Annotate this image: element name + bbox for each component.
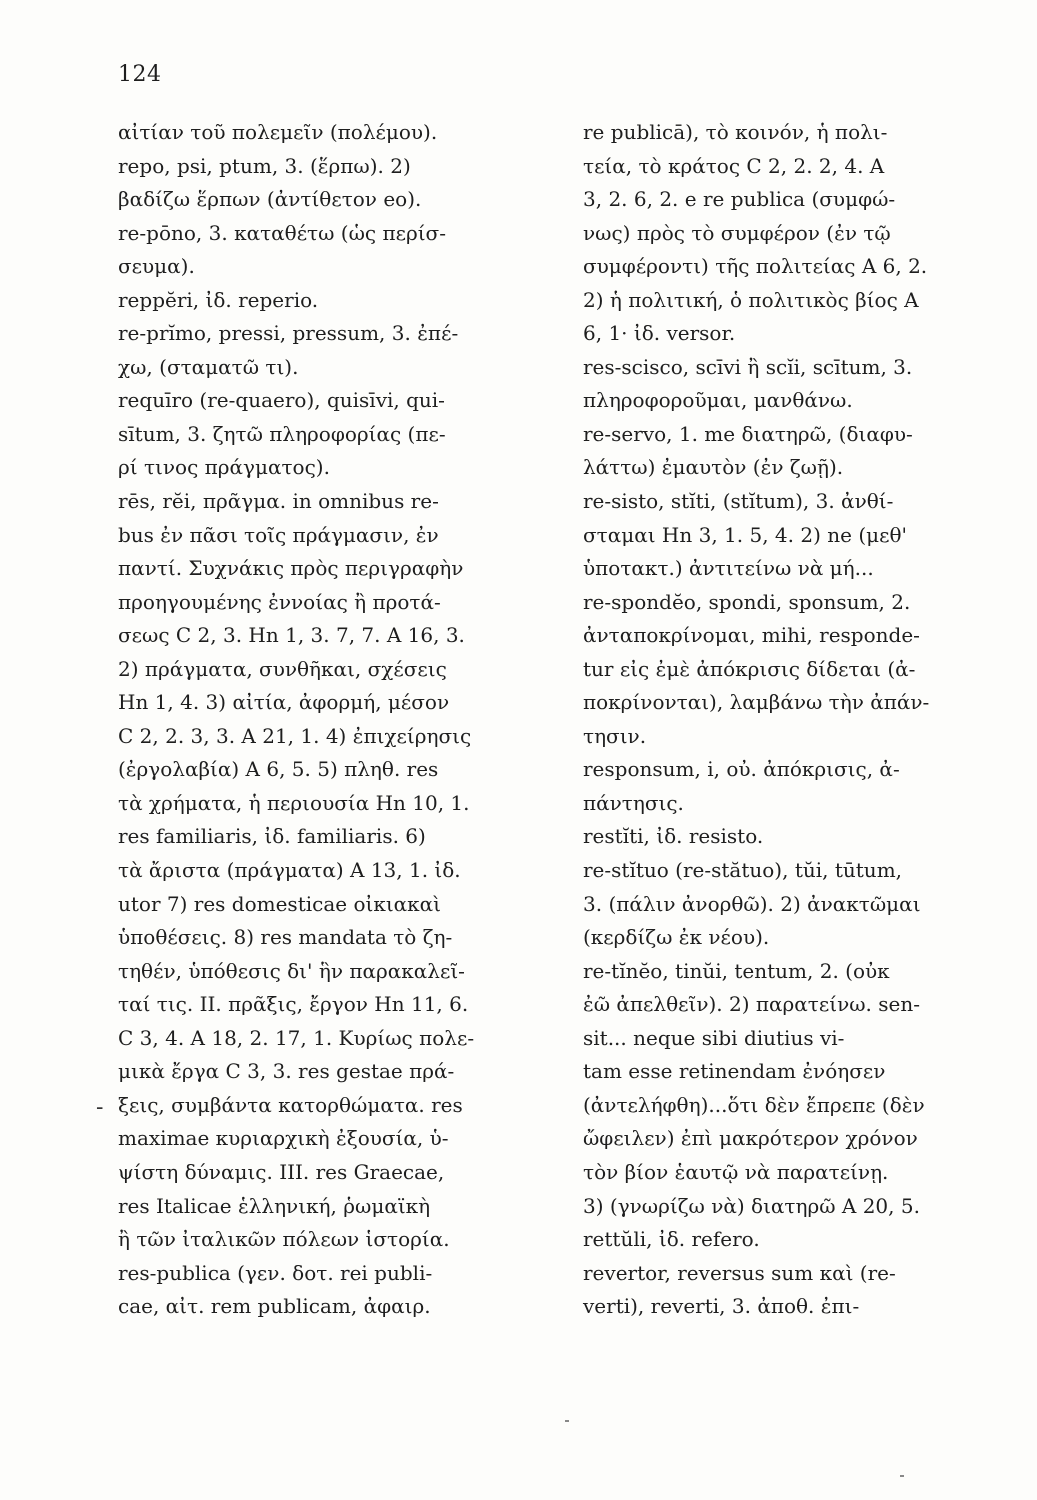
text-line: ξεις, συμβάντα κατορθώματα. res: [118, 1092, 463, 1117]
text-line: ἀνταποκρίνομαι, mihi, responde-: [583, 623, 920, 648]
text-line: προηγουμένης ἐννοίας ἢ προτά-: [118, 589, 441, 614]
text-line: restĭti, ἰδ. resisto.: [583, 824, 764, 849]
text-line: re-prĭmo, pressi, pressum, 3. ἐπέ-: [118, 321, 459, 346]
text-line: (κερδίζω ἐκ νέου).: [583, 925, 770, 950]
text-line: utor 7) res domesticae οἰκιακαὶ: [118, 891, 442, 916]
left-column: [118, 116, 538, 1324]
text-line: μικὰ ἔργα C 3, 3. res gestae πρά-: [118, 1059, 455, 1084]
text-line: τὰ ἄριστα (πράγματα) A 13, 1. ἰδ.: [118, 858, 461, 883]
text-line: τεία, τὸ κράτος C 2, 2. 2, 4. A: [583, 153, 885, 178]
text-line: (ἐργολαβία) A 6, 5. 5) πληθ. res: [118, 757, 439, 782]
text-line: repo, psi, ptum, 3. (ἕρπω). 2): [118, 153, 411, 178]
text-line: re publicā), τὸ κοινόν, ἡ πολι-: [583, 120, 888, 144]
text-line: 2) πράγματα, συνθῆκαι, σχέσεις: [118, 656, 447, 681]
print-speck: [900, 1475, 904, 1477]
text-line: responsum, i, οὐ. ἀπόκρισις, ἀ-: [583, 757, 900, 782]
text-line: rettŭli, ἰδ. refero.: [583, 1227, 760, 1252]
text-line: ψίστη δύναμις. III. res Graecae,: [118, 1159, 445, 1184]
text-line: 3) (γνωρίζω νὰ) διατηρῶ A 20, 5.: [583, 1193, 920, 1218]
text-line: ἢ τῶν ἰταλικῶν πόλεων ἱστορία.: [118, 1227, 450, 1252]
right-column: [583, 116, 1003, 1324]
text-line: res-scisco, scīvi ἢ scĭi, scītum, 3.: [583, 354, 913, 379]
text-line: πάντησις.: [583, 790, 684, 815]
text-line: requīro (re-quaero), quisīvi, qui-: [118, 388, 445, 413]
text-line: τὰ χρήματα, ἡ περιουσία Hn 10, 1.: [118, 790, 470, 815]
text-line: re-servo, 1. me διατηρῶ, (διαφυ-: [583, 421, 913, 446]
text-line: τὸν βίον ἑαυτῷ νὰ παρατείνῃ.: [583, 1159, 889, 1184]
text-line: ρί τινος πράγματος).: [118, 455, 330, 480]
text-line: re-spondĕo, spondi, sponsum, 2.: [583, 589, 911, 614]
text-line: σευμα).: [118, 254, 195, 279]
print-speck: [565, 1420, 569, 1422]
text-line: ὑποθέσεις. 8) res mandata τὸ ζη-: [118, 925, 453, 950]
text-line: 6, 1· ἰδ. versor.: [583, 321, 736, 346]
text-line: χω, (σταματῶ τι).: [118, 354, 299, 379]
text-line: ὤφειλεν) ἐπὶ μακρότερον χρόνον: [583, 1126, 918, 1151]
text-line: bus ἐν πᾶσι τοῖς πράγμασιν, ἐν: [118, 522, 439, 547]
text-line: res familiaris, ἰδ. familiaris. 6): [118, 824, 426, 849]
text-line: revertor, reversus sum καὶ (re-: [583, 1260, 896, 1285]
text-line: πληροφοροῦμαι, μανθάνω.: [583, 388, 853, 413]
text-line: σταμαι Hn 3, 1. 5, 4. 2) ne (μεθ': [583, 522, 908, 547]
text-line: συμφέροντι) τῆς πολιτείας A 6, 2.: [583, 254, 928, 279]
text-line: 3. (πάλιν ἀνορθῶ). 2) ἀνακτῶμαι: [583, 891, 921, 916]
text-line: ὑποτακτ.) ἀντιτείνω νὰ μή...: [583, 556, 874, 581]
text-line: re-sisto, stĭti, (stĭtum), 3. ἀνθί-: [583, 489, 894, 514]
text-line: res-publica (γεν. δοτ. rei publi-: [118, 1260, 433, 1285]
text-line: maximae κυριαρχικὴ ἐξουσία, ὑ-: [118, 1126, 449, 1151]
text-line: tur εἰς ἐμὲ ἀπόκρισις δίδεται (ἀ-: [583, 656, 916, 681]
text-line: tam esse retinendam ἐνόησεν: [583, 1059, 886, 1084]
text-line: τηθέν, ὑπόθεσις δι' ἣν παρακαλεῖ-: [118, 958, 465, 983]
text-line: ποκρίνονται), λαμβάνω τὴν ἀπάν-: [583, 690, 930, 715]
text-line: αἰτίαν τοῦ πολεμεῖν (πολέμου).: [118, 120, 438, 144]
text-line: re-tĭnĕo, tinŭi, tentum, 2. (οὐκ: [583, 958, 890, 983]
text-line: βαδίζω ἕρπων (ἀντίθετον eo).: [118, 187, 422, 212]
text-line: sītum, 3. ζητῶ πληροφορίας (πε-: [118, 421, 446, 446]
text-line: 2) ἡ πολιτική, ὁ πολιτικὸς βίος A: [583, 287, 919, 312]
text-line: cae, αἰτ. rem publicam, ἀφαιρ.: [118, 1294, 431, 1319]
text-line: reppĕri, ἰδ. reperio.: [118, 287, 319, 312]
text-line: παντί. Συχνάκις πρὸς περιγραφὴν: [118, 556, 464, 581]
margin-mark: -: [96, 1095, 104, 1120]
text-line: ἐῶ ἀπελθεῖν). 2) παρατείνω. sen-: [583, 992, 920, 1017]
text-line: τησιν.: [583, 723, 647, 748]
text-line: res Italicae ἑλληνική, ῥωμαϊκὴ: [118, 1193, 431, 1218]
text-line: ταί τις. II. πρᾶξις, ἔργον Hn 11, 6.: [118, 992, 469, 1017]
text-line: σεως C 2, 3. Hn 1, 3. 7, 7. A 16, 3.: [118, 623, 465, 648]
text-line: λάττω) ἐμαυτὸν (ἐν ζωῇ).: [583, 455, 844, 480]
text-line: re-stĭtuo (re-stătuo), tŭi, tūtum,: [583, 858, 903, 883]
text-line: re-pōno, 3. καταθέτω (ὡς περίσ-: [118, 220, 446, 245]
text-line: 3, 2. 6, 2. e re publica (συμφώ-: [583, 187, 896, 212]
page-number: 124: [118, 62, 162, 87]
text-line: C 2, 2. 3, 3. A 21, 1. 4) ἐπιχείρησις: [118, 723, 472, 748]
text-line: Hn 1, 4. 3) αἰτία, ἀφορμή, μέσον: [118, 690, 450, 715]
text-line: verti), reverti, 3. ἀποθ. ἐπι-: [583, 1294, 860, 1319]
text-line: νως) πρὸς τὸ συμφέρον (ἐν τῷ: [583, 220, 891, 245]
text-line: (ἀντελήφθη)...ὅτι δὲν ἔπρεπε (δὲν: [583, 1092, 925, 1117]
text-line: sit... neque sibi diutius vi-: [583, 1025, 845, 1050]
text-line: rēs, rĕi, πρᾶγμα. in omnibus re-: [118, 489, 439, 514]
text-line: C 3, 4. A 18, 2. 17, 1. Κυρίως πολε-: [118, 1025, 475, 1050]
